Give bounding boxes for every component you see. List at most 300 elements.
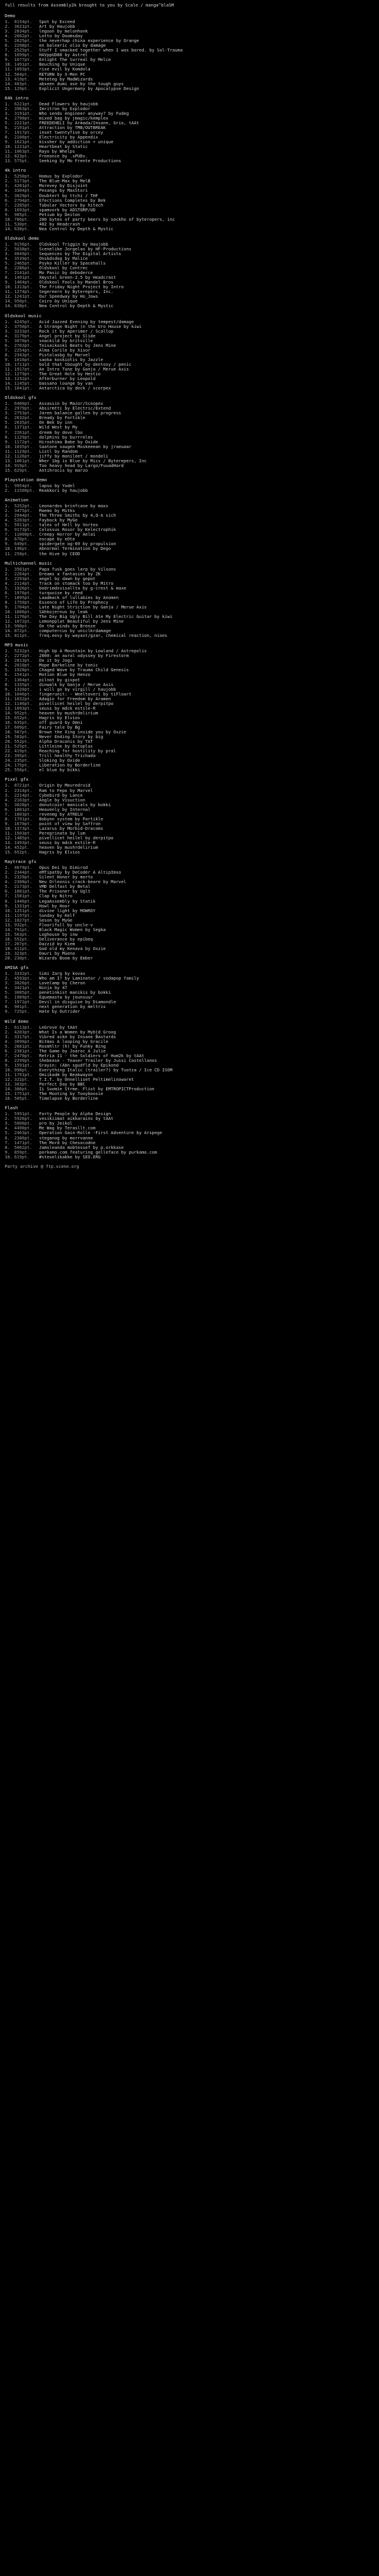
result-points: 2944pt.: [14, 513, 33, 519]
result-rank: 6.: [5, 527, 10, 533]
result-entry-title: Bready by Fortikle: [39, 415, 85, 421]
result-entry-title: Coiro by Unique: [39, 298, 78, 304]
result-points: 419pt.: [14, 76, 30, 82]
result-points: 452pt.: [14, 845, 30, 851]
result-rank: 3.: [5, 658, 10, 664]
result-points: 1591pt.: [14, 1062, 33, 1068]
result-points: 1791pt.: [14, 816, 33, 822]
result-entry-title: The Blue-Max by MelB: [39, 178, 91, 184]
result-points: 3475pt.: [14, 508, 33, 514]
result-entry-title: Afterburner by Leopold: [39, 376, 96, 382]
result-rank: 10.: [5, 443, 12, 449]
result-rank: 1.: [5, 241, 10, 247]
result-entry-title: Explicit Ungermany by Apocalypse Design: [39, 85, 139, 91]
result-points: 3539pt.: [14, 256, 33, 262]
result-rank: 7.: [5, 677, 10, 682]
result-rank: 7.: [5, 1052, 10, 1058]
result-rank: 5.: [5, 667, 10, 673]
result-entry-title: Oldskool Fools by Mandel Bros: [39, 279, 114, 285]
result-rank: 1.: [5, 318, 10, 324]
result-entry-title: Forty People by Alpha Design: [39, 1111, 111, 1117]
result-points: 552pt.: [14, 936, 30, 942]
result-rank: 3.: [5, 1120, 10, 1126]
result-points: 2314pt.: [14, 787, 33, 793]
result-points: 9954pt.: [14, 482, 33, 488]
result-points: 649pt.: [14, 541, 30, 547]
result-points: 4245pt.: [14, 318, 33, 324]
result-rank: 16.: [5, 936, 12, 942]
results-section: [4, 965, 375, 1014]
result-entry-title: Imritron by Explodor: [39, 105, 91, 111]
result-rank: 4.: [5, 188, 10, 194]
result-rank: 11.: [5, 614, 12, 620]
result-rank: 11.: [5, 550, 12, 556]
result-points: 1027pt.: [14, 917, 33, 923]
result-entry-title: Sunday by Kelf: [39, 912, 75, 918]
result-points: 1129pt.: [14, 448, 33, 454]
section-title: Oldskool gfx: [5, 395, 37, 401]
result-points: 505pt.: [14, 1096, 30, 1102]
result-rank: 5.: [5, 801, 10, 807]
result-points: 11500pt.: [14, 487, 35, 493]
result-entry-title: Mope Barkeline by tonic: [39, 662, 98, 668]
result-points: 1032pt.: [14, 695, 33, 701]
result-points: 1232pt.: [14, 376, 33, 382]
result-points: 3191pt.: [14, 110, 33, 116]
result-entry-title: Oldskool Triggin by Haujobb: [39, 241, 108, 247]
result-points: 1279pt.: [14, 371, 33, 377]
result-points: 129pt.: [14, 85, 30, 91]
result-rank: 5.: [5, 260, 10, 266]
result-points: 1485pt.: [14, 835, 33, 841]
result-entry-title: Antarctica by deck / scorpex: [39, 385, 111, 391]
result-row: [5, 468, 375, 473]
result-rank: 2.: [5, 975, 10, 981]
result-entry-title: Alma Corile by Xisor: [39, 347, 91, 353]
result-rank: 4.: [5, 879, 10, 885]
result-entry-title: Listl by Random: [39, 448, 78, 454]
result-points: 5000pt.: [14, 1120, 33, 1126]
result-entry-title: mixed bag by jmagic/kemplex: [39, 115, 108, 121]
result-rank: 8.: [5, 816, 10, 822]
result-rank: 14.: [5, 1086, 12, 1092]
result-entry-title: Lovelamp by Cheron: [39, 980, 85, 986]
result-entry-title: The Great Hole by Hestio: [39, 371, 101, 377]
result-rank: 5.: [5, 585, 10, 591]
result-entry-title: An Intro Tune by Ganja / Merue Axis: [39, 366, 129, 372]
result-points: 1989pt.: [14, 994, 33, 1000]
result-entry-title: bassano lounge by van: [39, 381, 93, 387]
result-points: 4203pt.: [14, 1029, 33, 1035]
result-rank: 4.: [5, 580, 10, 586]
result-entry-title: Colossus Rosor by Kelectrophik: [39, 527, 116, 533]
result-points: 1172pt.: [14, 439, 33, 445]
result-rank: 9.: [5, 820, 10, 826]
result-rank: 14.: [5, 710, 12, 716]
result-points: 823pt.: [14, 153, 30, 159]
result-points: 1917pt.: [14, 366, 33, 372]
result-points: 6400pt.: [14, 401, 33, 407]
result-points: 564pt.: [14, 71, 30, 77]
result-rank: 2.: [5, 405, 10, 411]
result-entry-title: Hiroshima Babe by Oxide: [39, 439, 98, 445]
result-rank: 13.: [5, 705, 12, 711]
result-points: 2010pt.: [14, 662, 33, 668]
result-rank: 12.: [5, 153, 12, 159]
result-points: 952pt.: [14, 710, 30, 716]
result-rank: 5.: [5, 420, 10, 426]
result-points: 652pt.: [14, 714, 30, 720]
result-points: 1221pt.: [14, 144, 33, 150]
result-entry-title: Pesangs by MaxStori: [39, 188, 88, 194]
result-rank: 8.: [5, 898, 10, 904]
section-title: Flash: [5, 1105, 18, 1111]
result-rank: 15.: [5, 1091, 12, 1097]
result-rank: 7.: [5, 347, 10, 353]
result-rank: 3.: [5, 183, 10, 189]
result-entry-title: Black Magic Women by Segka: [39, 926, 106, 932]
result-rank: 7.: [5, 532, 10, 537]
result-entry-title: Spot by Exceed: [39, 19, 75, 24]
result-rank: 1.: [5, 971, 10, 977]
result-entry-title: Vibred aikn by Insane Bastards: [39, 1033, 116, 1039]
result-entry-title: Devil in disguise by Diamondle: [39, 999, 116, 1005]
result-rank: 12.: [5, 917, 12, 923]
result-rank: 12.: [5, 1077, 12, 1083]
result-entry-title: seuss by mdck estile-R: [39, 840, 96, 846]
result-entry-title: Absirmtti by Electric/Extend: [39, 405, 111, 411]
result-entry-title: Our Speedway by Ho_Jows: [39, 294, 98, 300]
result-points: 1146pt.: [14, 700, 33, 706]
result-entry-title: Hagris by Elvios: [39, 714, 81, 720]
result-rank: 10.: [5, 907, 12, 913]
result-entry-title: Me Wag by Terasllt.com: [39, 1125, 96, 1131]
result-points: 403pt.: [14, 80, 30, 86]
result-rank: 15.: [5, 931, 12, 937]
result-entry-title: abseen dumi ase by the tough guys: [39, 80, 124, 86]
result-rank: 9.: [5, 139, 10, 145]
result-rank: 6.: [5, 806, 10, 812]
result-rank: 4.: [5, 797, 10, 803]
result-entry-title: Neu Orleonis crack-beare by Marvel: [39, 879, 127, 885]
result-points: 3317pt.: [14, 1033, 33, 1039]
result-rank: 1.: [5, 173, 10, 179]
section-title: Multichannel music: [5, 560, 53, 566]
result-entry-title: Adagio for Freedom by Aramen: [39, 695, 111, 701]
result-entry-title: spidergate og-69 by propulsion: [39, 541, 116, 547]
result-points: 2344pt.: [14, 870, 33, 875]
result-entry-title: Electricity by Appendix: [39, 134, 98, 140]
result-points: 419pt.: [14, 748, 30, 754]
result-rank: 16.: [5, 719, 12, 725]
result-rank: 2.: [5, 870, 10, 875]
result-rank: 10.: [5, 1154, 12, 1160]
result-points: 629pt.: [14, 467, 30, 473]
result-rank: 11.: [5, 912, 12, 918]
result-points: 1046pt.: [14, 691, 33, 697]
result-rank: 6.: [5, 197, 10, 203]
result-rank: 8.: [5, 275, 10, 281]
result-points: 5232pt.: [14, 648, 33, 654]
result-entry-title: Wher 1bg is Blue by Mics / Byterepers, Inc: [39, 458, 147, 463]
result-entry-title: Doubtert by ttchi / THF: [39, 192, 98, 198]
result-entry-title: penetinkist manikis by bokki: [39, 990, 111, 996]
result-points: 1541pt.: [14, 672, 33, 678]
result-rank: 1.: [5, 648, 10, 654]
results-section: [4, 561, 375, 639]
result-rank: 6.: [5, 43, 10, 49]
result-rank: 8.: [5, 134, 10, 140]
result-row: [5, 768, 375, 772]
result-rank: 5.: [5, 990, 10, 996]
result-points: 1072pt.: [14, 619, 33, 624]
result-entry-title: Oldskool by Contrec: [39, 265, 88, 271]
result-rank: 10.: [5, 216, 12, 222]
result-points: 4679pt.: [14, 865, 33, 871]
result-rank: 13.: [5, 376, 12, 382]
result-rank: 10.: [5, 691, 12, 697]
result-entry-title: The Friday Night Project by Intro: [39, 284, 124, 290]
result-entry-title: Heartbeat by Static: [39, 144, 88, 150]
result-rank: 4.: [5, 333, 10, 339]
result-points: 2293pt.: [14, 575, 33, 581]
result-points: 1471pt.: [14, 1139, 33, 1145]
result-points: 9173pt.: [14, 527, 33, 533]
result-rank: 7.: [5, 202, 10, 208]
result-rank: 4.: [5, 517, 10, 523]
page-footer: Party archive @ ftp.scene.org: [5, 1163, 79, 1169]
result-rank: 8.: [5, 352, 10, 358]
result-entry-title: Sequences by The Digital Artists: [39, 250, 121, 256]
result-points: 2214pt.: [14, 792, 33, 798]
result-points: 1751pt.: [14, 1091, 33, 1097]
result-points: 3621pt.: [14, 24, 33, 30]
result-points: 1704pt.: [14, 604, 33, 610]
result-entry-title: angel by dawn by gepot: [39, 575, 96, 581]
result-rank: 11.: [5, 695, 12, 701]
result-points: 1364pt.: [14, 677, 33, 682]
result-points: 322pt.: [14, 1077, 30, 1083]
result-rank: 3.: [5, 874, 10, 880]
results-section: [4, 777, 375, 855]
result-rank: 14.: [5, 462, 12, 468]
result-entry-title: Maemo by Mitks: [39, 508, 75, 514]
result-points: 1803pt.: [14, 811, 33, 817]
result-rank: 4.: [5, 662, 10, 668]
result-points: 2386pt.: [14, 1135, 33, 1141]
result-points: 503pt.: [14, 734, 30, 740]
result-entry-title: Nea Control by Depth & Mystic: [39, 303, 114, 309]
result-rank: 13.: [5, 922, 12, 928]
result-rank: 8.: [5, 1057, 10, 1063]
result-entry-title: The Mooting by Tooyboosie: [39, 1091, 104, 1097]
result-rank: 11.: [5, 149, 12, 154]
result-rank: 24.: [5, 758, 12, 764]
result-points: 2298pt.: [14, 43, 33, 49]
result-entry-title: The Game by Joaroc A Julie: [39, 1048, 106, 1054]
result-points: 5250pt.: [14, 173, 33, 179]
result-entry-title: the neverhap china experience by Orange: [39, 38, 139, 44]
result-points: 791pt.: [14, 926, 30, 932]
section-title: Oldskool demo: [5, 235, 39, 241]
result-points: 1093pt.: [14, 705, 33, 711]
result-rank: 6.: [5, 994, 10, 1000]
result-entry-title: inset twentyfive by orcey: [39, 129, 104, 135]
result-entry-title: Late Night Striction by Ganja / Merue Axis: [39, 604, 147, 610]
result-points: 2632pt.: [14, 415, 33, 421]
result-rank: 9.: [5, 903, 10, 909]
result-row: [5, 159, 375, 163]
result-points: 670pt.: [14, 536, 30, 542]
result-entry-title: Seson by MyGe: [39, 917, 73, 923]
result-points: 411pt.: [14, 945, 30, 951]
result-points: 2264pt.: [14, 571, 33, 577]
results-section: [4, 477, 375, 493]
result-rank: 15.: [5, 385, 12, 391]
result-rank: 8.: [5, 599, 10, 605]
result-rank: 11.: [5, 66, 12, 72]
result-rank: 8.: [5, 52, 10, 58]
result-points: 1274pt.: [14, 289, 33, 295]
result-rank: 6.: [5, 1048, 10, 1054]
result-rank: 3.: [5, 575, 10, 581]
result-rank: 13.: [5, 840, 12, 846]
result-points: 609pt.: [14, 724, 30, 730]
result-entry-title: Beuching by Unique: [39, 62, 85, 67]
result-entry-title: donutcoin! manicals by bokki: [39, 801, 111, 807]
result-rank: 2.: [5, 571, 10, 577]
result-points: 638pt.: [14, 226, 30, 231]
result-points: 2681pt.: [14, 1043, 33, 1049]
result-points: 2625pt.: [14, 38, 33, 44]
result-rank: 14.: [5, 381, 12, 387]
result-entry-title: Morevey by Disjoint: [39, 183, 88, 189]
result-points: 2173pt.: [14, 884, 33, 890]
result-points: 2813pt.: [14, 658, 33, 664]
result-rank: 18.: [5, 729, 12, 735]
result-entry-title: Scenelike Jorgelas by HF-Productions: [39, 246, 131, 252]
result-rank: 13.: [5, 76, 12, 82]
result-row: [5, 1096, 375, 1101]
section-title: 4k intro: [5, 168, 26, 173]
result-points: 6113pt.: [14, 1024, 33, 1030]
result-points: 811pt.: [14, 633, 30, 639]
result-entry-title: bodrimdsvisallta by g-crest & maxe: [39, 585, 127, 591]
result-entry-title: VMD Delfast by Betal: [39, 884, 91, 890]
result-rank: 3.: [5, 1033, 10, 1039]
section-title: Animation: [5, 497, 29, 503]
result-points: 950pt.: [14, 298, 30, 304]
section-title: Pixel gfx: [5, 777, 29, 783]
result-rank: 10.: [5, 825, 12, 831]
result-entry-title: Art by Haujobb: [39, 24, 75, 30]
result-entry-title: revenmg by ATRELU: [39, 811, 83, 817]
result-points: 1335pt.: [14, 681, 33, 687]
result-entry-title: Jamsleanda mobtessef by p.orkkase: [39, 1144, 124, 1150]
result-points: 901pt.: [14, 1004, 30, 1010]
section-title: AMIGA gfx: [5, 965, 29, 971]
result-entry-title: Reakkori by haujobb: [39, 487, 88, 493]
result-entry-title: Dead Flowers by haujobb: [39, 101, 98, 107]
result-points: 2285pt.: [14, 202, 33, 208]
page-title: full results from Assembly2k brought to you by Scale / manga^blaSM: [5, 2, 174, 8]
result-entry-title: Rayo by Whelps: [39, 149, 75, 154]
result-points: 552pt.: [14, 739, 30, 745]
result-points: 2141pt.: [14, 270, 33, 276]
section-title: Wild demo: [5, 1018, 29, 1024]
result-entry-title: next generation by meltris: [39, 1004, 106, 1010]
result-points: 2662pt.: [14, 33, 33, 39]
result-rank: 2.: [5, 1116, 10, 1122]
result-points: 652pt.: [14, 849, 30, 855]
result-rank: 14.: [5, 845, 12, 851]
result-rank: 13.: [5, 1081, 12, 1087]
result-entry-title: Who am I? by Laminator / sodapop family: [39, 975, 139, 981]
result-entry-title: Angel project by Slide: [39, 333, 96, 339]
result-entry-title: Floorifull by uncle-v: [39, 922, 93, 928]
result-rank: 16.: [5, 1096, 12, 1102]
result-row: [5, 86, 375, 91]
result-entry-title: Too heavy head by Largo/FuuadHard: [39, 462, 124, 468]
result-entry-title: Perfect Day by BBC: [39, 1081, 85, 1087]
result-entry-title: Littleine by Octoplus: [39, 743, 93, 749]
result-entry-title: bold that tbought by dentoxy / penic: [39, 361, 131, 367]
result-entry-title: Leonardos brinfcase by maxs: [39, 503, 108, 509]
result-rank: 2.: [5, 787, 10, 793]
result-rank: 8.: [5, 207, 10, 212]
result-rank: 1.: [5, 19, 10, 24]
result-entry-title: Abnormal Termination by Dego: [39, 546, 111, 552]
result-points: 386pt.: [14, 1086, 30, 1092]
result-points: 395pt.: [14, 753, 30, 759]
result-rank: 24.: [5, 762, 12, 768]
result-row: [5, 633, 375, 638]
result-points: 1371pt.: [14, 424, 33, 430]
result-points: 919pt.: [14, 462, 30, 468]
result-points: 267pt.: [14, 941, 30, 946]
result-points: 1493pt.: [14, 840, 33, 846]
result-entry-title: the Hive by CEOD: [39, 550, 81, 556]
result-entry-title: spamvork by ADSTORP/UD: [39, 207, 96, 212]
result-entry-title: Xmystal Green-2.5 by Headcrast: [39, 275, 116, 281]
results-page: [0, 0, 379, 1169]
result-points: 3332pt.: [14, 971, 33, 977]
result-row: [5, 386, 375, 391]
result-entry-title: Heavenly by Internal: [39, 806, 91, 812]
result-points: 6221pt.: [14, 101, 33, 107]
result-entry-title: Lotto by Doomsday: [39, 33, 83, 39]
result-points: 998pt.: [14, 1067, 30, 1073]
result-rank: 1.: [5, 566, 10, 572]
result-entry-title: Acid Jazzed Evening by tempest/damage: [39, 318, 134, 324]
result-rank: 5.: [5, 192, 10, 198]
result-entry-title: pro by Jeikol: [39, 1120, 73, 1126]
result-points: 3029pt.: [14, 192, 33, 198]
result-entry-title: HAVppUD88 by Astrel: [39, 52, 88, 58]
result-points: 1928pt.: [14, 667, 33, 673]
result-entry-title: Lemonpplat Beautiful by Jens Mine: [39, 619, 124, 624]
result-points: 230pt.: [14, 955, 30, 961]
result-rank: 5.: [5, 522, 10, 528]
result-entry-title: dreem by dove lbo: [39, 429, 83, 435]
result-points: 175pt.: [14, 762, 30, 768]
result-rank: 1.: [5, 865, 10, 871]
result-row: [5, 850, 375, 855]
result-entry-title: Peregrinato by lum: [39, 830, 85, 836]
result-row: [5, 227, 375, 231]
result-points: 1241pt.: [14, 294, 33, 300]
result-points: 4049pt.: [14, 250, 33, 256]
